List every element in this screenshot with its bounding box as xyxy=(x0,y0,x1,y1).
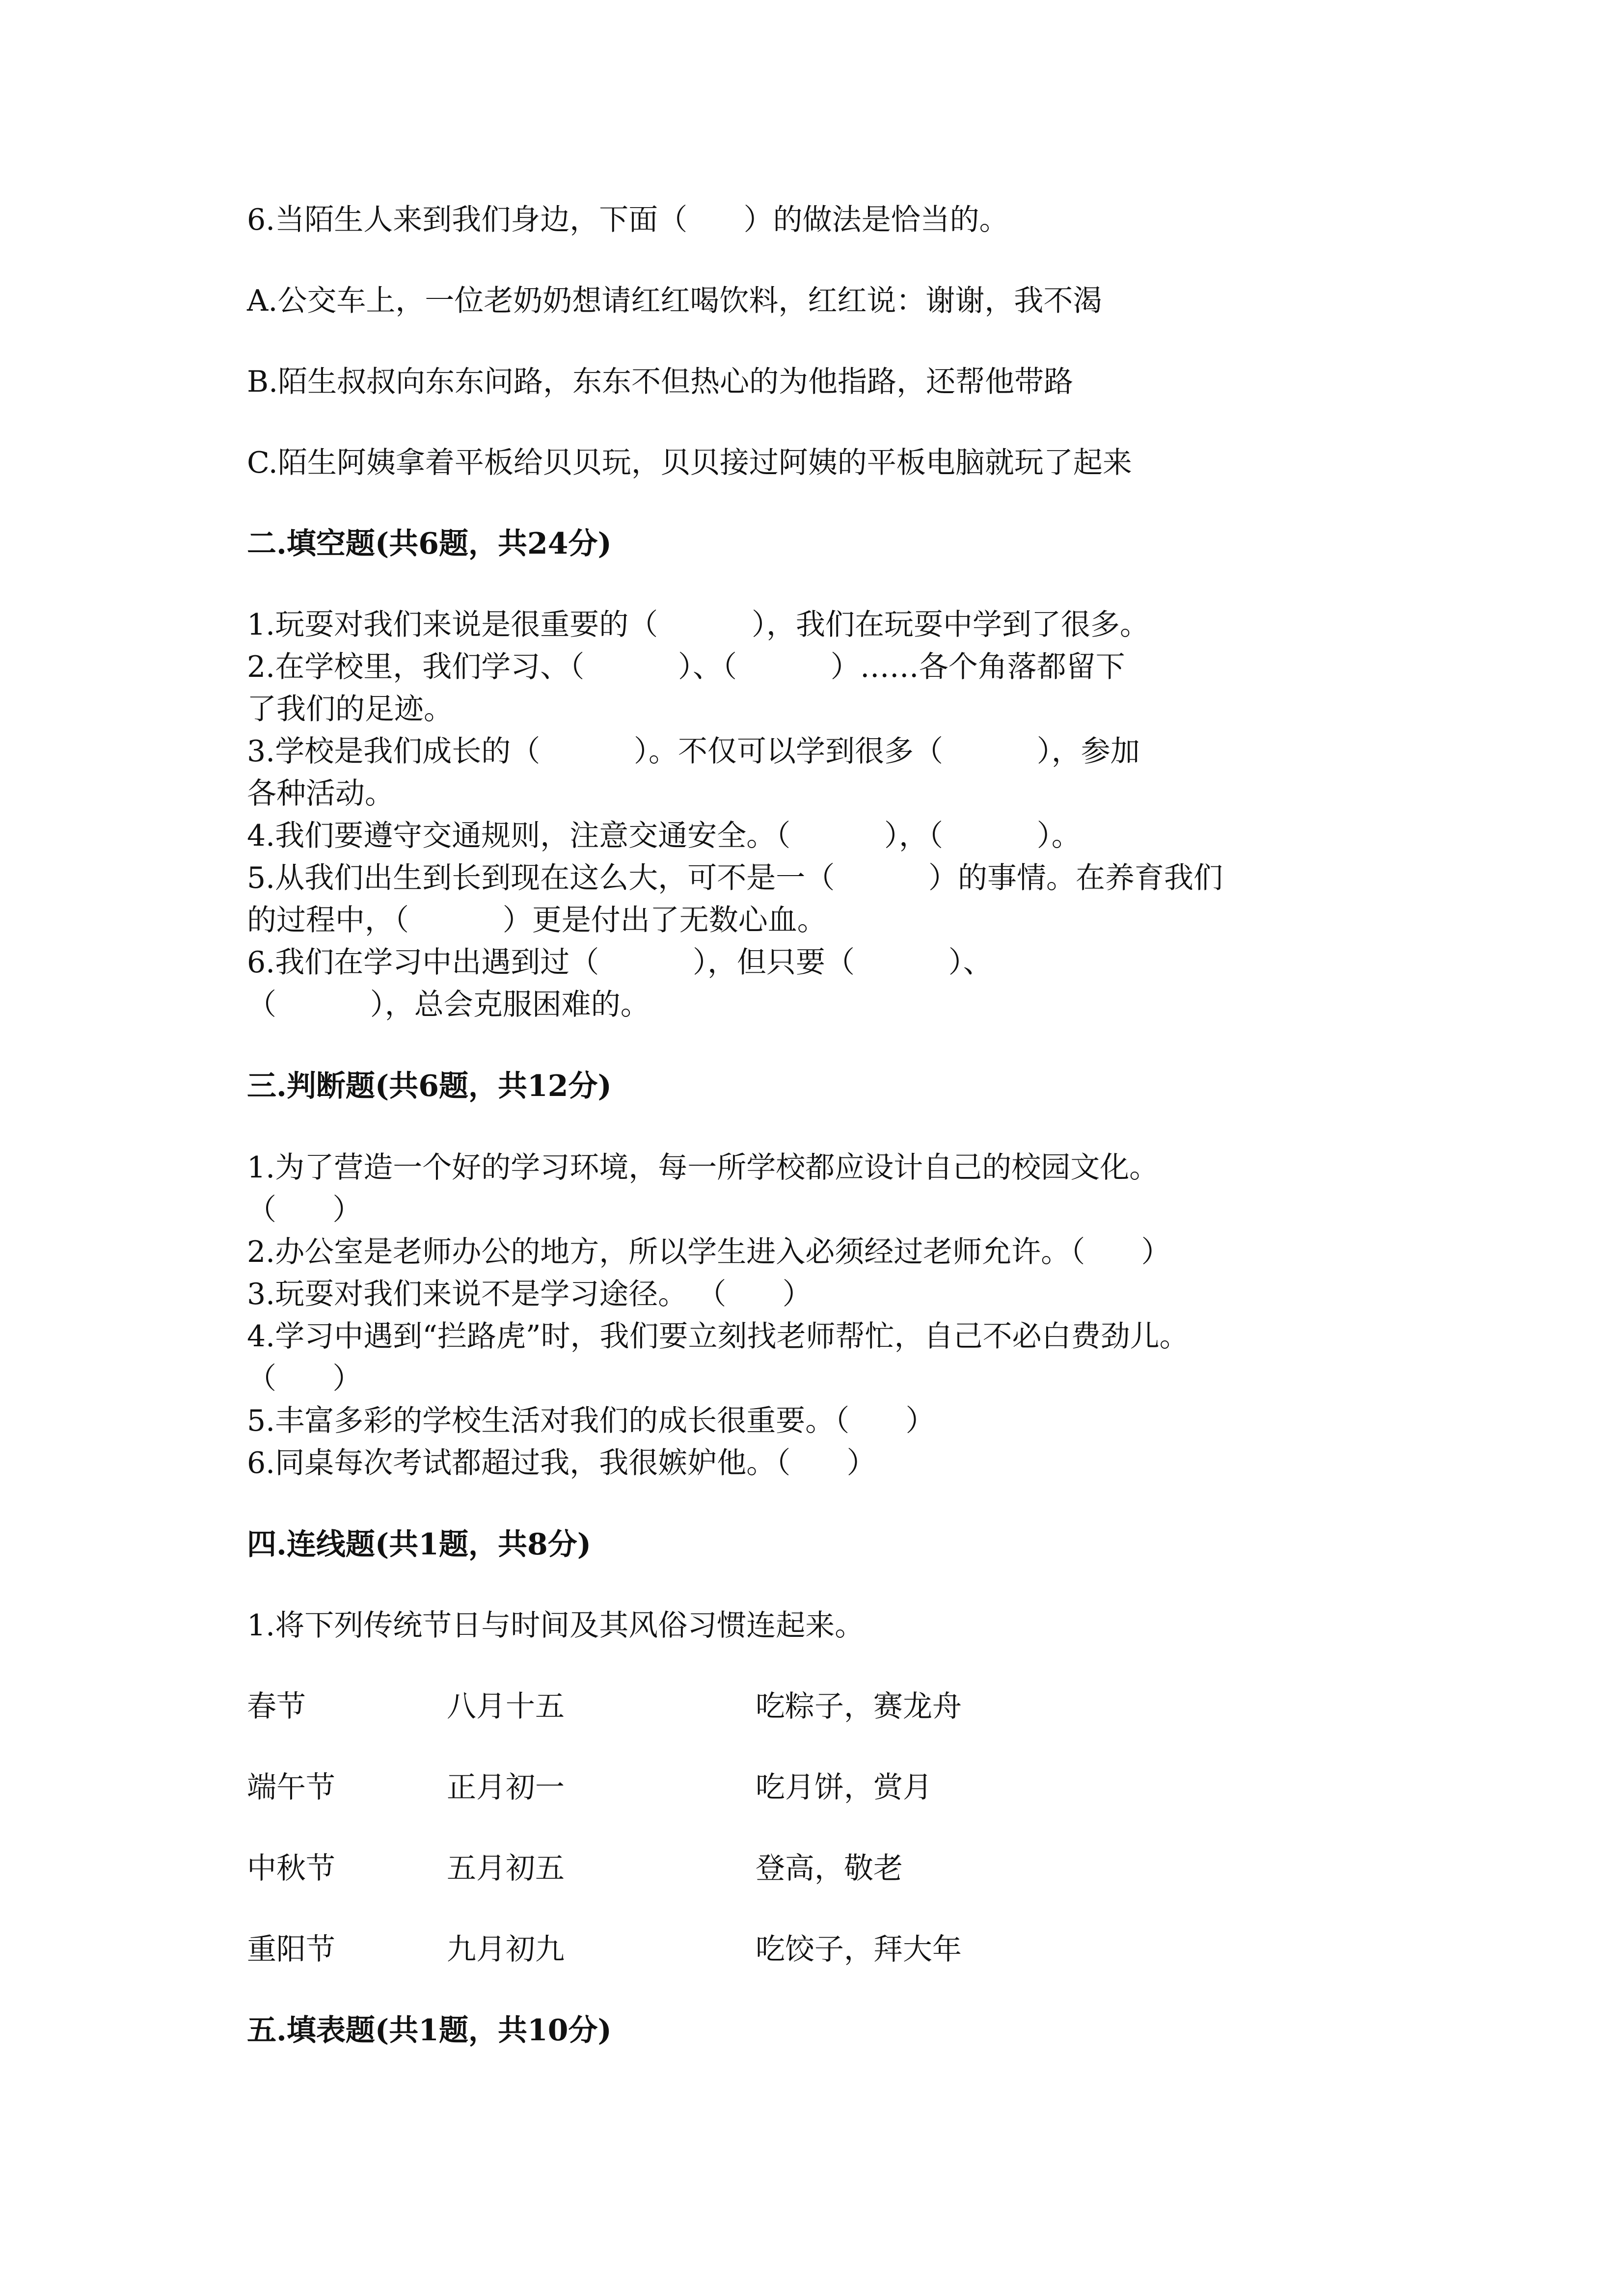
fill-blank-line: 1.玩耍对我们来说是很重要的（ ），我们在玩耍中学到了很多。 xyxy=(247,608,1149,642)
festival-custom: 吃饺子，拜大年 xyxy=(756,1932,962,1967)
fill-blank-line: 6.我们在学习中出遇到过（ ），但只要（ ）、 xyxy=(247,945,993,980)
question-6-option-b: B.陌生叔叔向东东问路，东东不但热心的为他指路，还帮他带路 xyxy=(247,365,1074,399)
judge-line: 2.办公室是老师办公的地方，所以学生进入必须经过老师允许。（ ） xyxy=(247,1235,1171,1269)
fill-blank-line: 5.从我们出生到长到现在这么大，可不是一（ ）的事情。在养育我们 xyxy=(247,861,1223,895)
section-5-heading: 五.填表题(共1题，共10分) xyxy=(247,2013,612,2048)
judge-line: （ ） xyxy=(247,1362,362,1396)
question-6-stem: 6.当陌生人来到我们身边，下面（ ）的做法是恰当的。 xyxy=(247,203,1009,237)
judge-line: 6.同桌每次考试都超过我，我很嫉妒他。（ ） xyxy=(247,1446,876,1480)
fill-blank-line: 的过程中，（ ）更是付出了无数心血。 xyxy=(247,903,827,937)
judge-line: 3.玩耍对我们来说不是学习途径。 （ ） xyxy=(247,1277,812,1311)
festival-date: 九月初九 xyxy=(447,1932,565,1967)
festival-date: 八月十五 xyxy=(447,1689,565,1724)
festival-custom: 登高，敬老 xyxy=(756,1851,903,1886)
matching-row xyxy=(247,1928,1386,1971)
matching-row xyxy=(247,1685,1386,1728)
question-6-option-c: C.陌生阿姨拿着平板给贝贝玩，贝贝接过阿姨的平板电脑就玩了起来 xyxy=(247,446,1132,480)
festival-name: 春节 xyxy=(247,1689,306,1724)
judge-line: （ ） xyxy=(247,1193,362,1227)
section-4-heading: 四.连线题(共1题，共8分) xyxy=(247,1527,592,1562)
section-3-heading: 三.判断题(共6题，共12分) xyxy=(247,1069,612,1103)
matching-row xyxy=(247,1847,1386,1890)
question-6-option-a: A.公交车上，一位老奶奶想请红红喝饮料，红红说：谢谢，我不渴 xyxy=(247,284,1103,318)
festival-custom: 吃月饼，赏月 xyxy=(756,1770,932,1805)
festival-name: 端午节 xyxy=(247,1770,335,1805)
festival-name: 重阳节 xyxy=(247,1932,335,1967)
worksheet-page xyxy=(247,0,1386,2296)
festival-date: 五月初五 xyxy=(447,1851,565,1886)
matching-row xyxy=(247,1766,1386,1809)
matching-instruction: 1.将下列传统节日与时间及其风俗习惯连起来。 xyxy=(247,1608,865,1643)
festival-custom: 吃粽子，赛龙舟 xyxy=(756,1689,962,1724)
judge-line: 1.为了营造一个好的学习环境，每一所学校都应设计自己的校园文化。 xyxy=(247,1150,1159,1185)
fill-blank-line: 3.学校是我们成长的（ ）。不仅可以学到很多（ ），参加 xyxy=(247,734,1140,769)
fill-blank-line: 4.我们要遵守交通规则，注意交通安全。（ ），（ ）。 xyxy=(247,819,1081,853)
judge-line: 5.丰富多彩的学校生活对我们的成长很重要。（ ） xyxy=(247,1404,935,1438)
festival-name: 中秋节 xyxy=(247,1851,335,1886)
section-2-heading: 二.填空题(共6题，共24分) xyxy=(247,527,612,561)
fill-blank-line: 各种活动。 xyxy=(247,776,394,811)
festival-date: 正月初一 xyxy=(447,1770,565,1805)
judge-line: 4.学习中遇到“拦路虎”时，我们要立刻找老师帮忙，自己不必白费劲儿。 xyxy=(247,1319,1189,1354)
fill-blank-line: 了我们的足迹。 xyxy=(247,692,453,726)
fill-blank-line: （ ），总会克服困难的。 xyxy=(247,988,650,1022)
fill-blank-line: 2.在学校里，我们学习、（ ）、（ ）……各个角落都留下 xyxy=(247,650,1125,684)
